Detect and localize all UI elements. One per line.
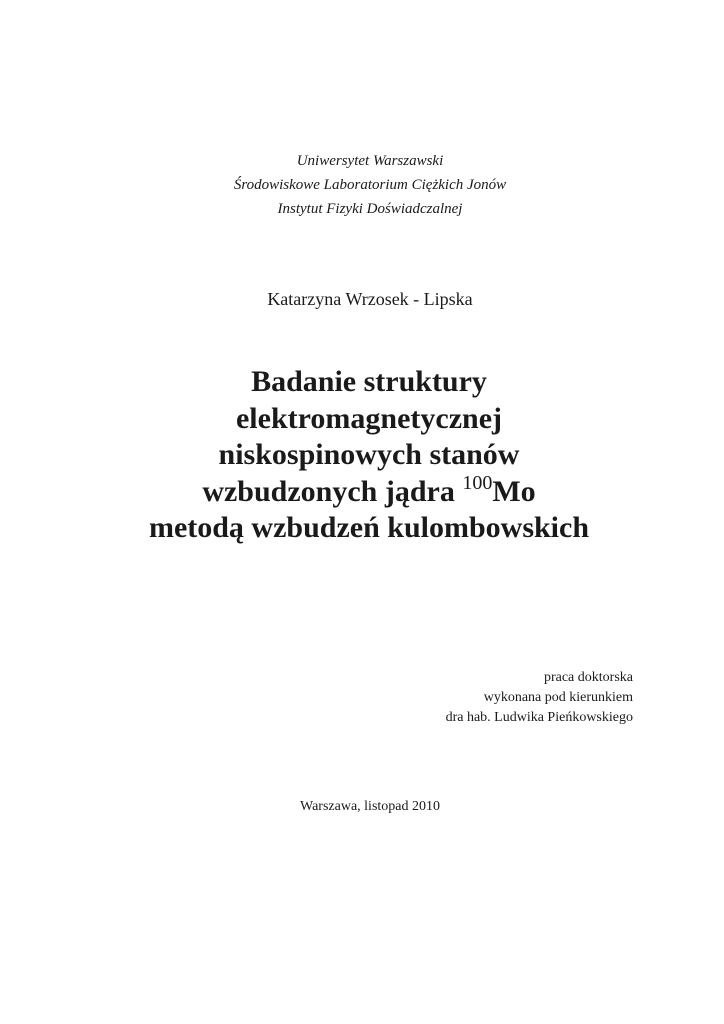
thesis-info-block	[446, 668, 633, 728]
mass-number: 100	[462, 471, 493, 494]
title-line-4	[0, 471, 724, 511]
laboratory-name: Środowiskowe Laboratorium Ciężkich Jonów	[233, 177, 507, 193]
title-line-1: Badanie struktury	[251, 365, 487, 398]
affiliation-block	[0, 149, 724, 221]
title-line-5: metodą wzbudzeń kulombowskich	[148, 511, 590, 544]
thesis-title	[0, 364, 724, 547]
title-line-3: niskospinowych stanów	[218, 438, 520, 471]
institute-name: Instytut Fizyki Doświadczalnej	[277, 201, 463, 217]
supervision-note: wykonana pod kierunkiem	[483, 690, 633, 705]
thesis-type: praca doktorska	[543, 670, 633, 685]
title-line-4-text: wzbudzonych jądra	[202, 474, 463, 508]
university-name: Uniwersytet Warszawski	[296, 153, 444, 169]
place-and-date: Warszawa, listopad 2010	[300, 799, 440, 814]
element-symbol: Mo	[492, 474, 536, 508]
author-name: Katarzyna Wrzosek - Lipska	[267, 289, 473, 309]
title-line-2: elektromagnetycznej	[235, 401, 502, 435]
supervisor-name: dra hab. Ludwika Pieńkowskiego	[445, 710, 633, 725]
